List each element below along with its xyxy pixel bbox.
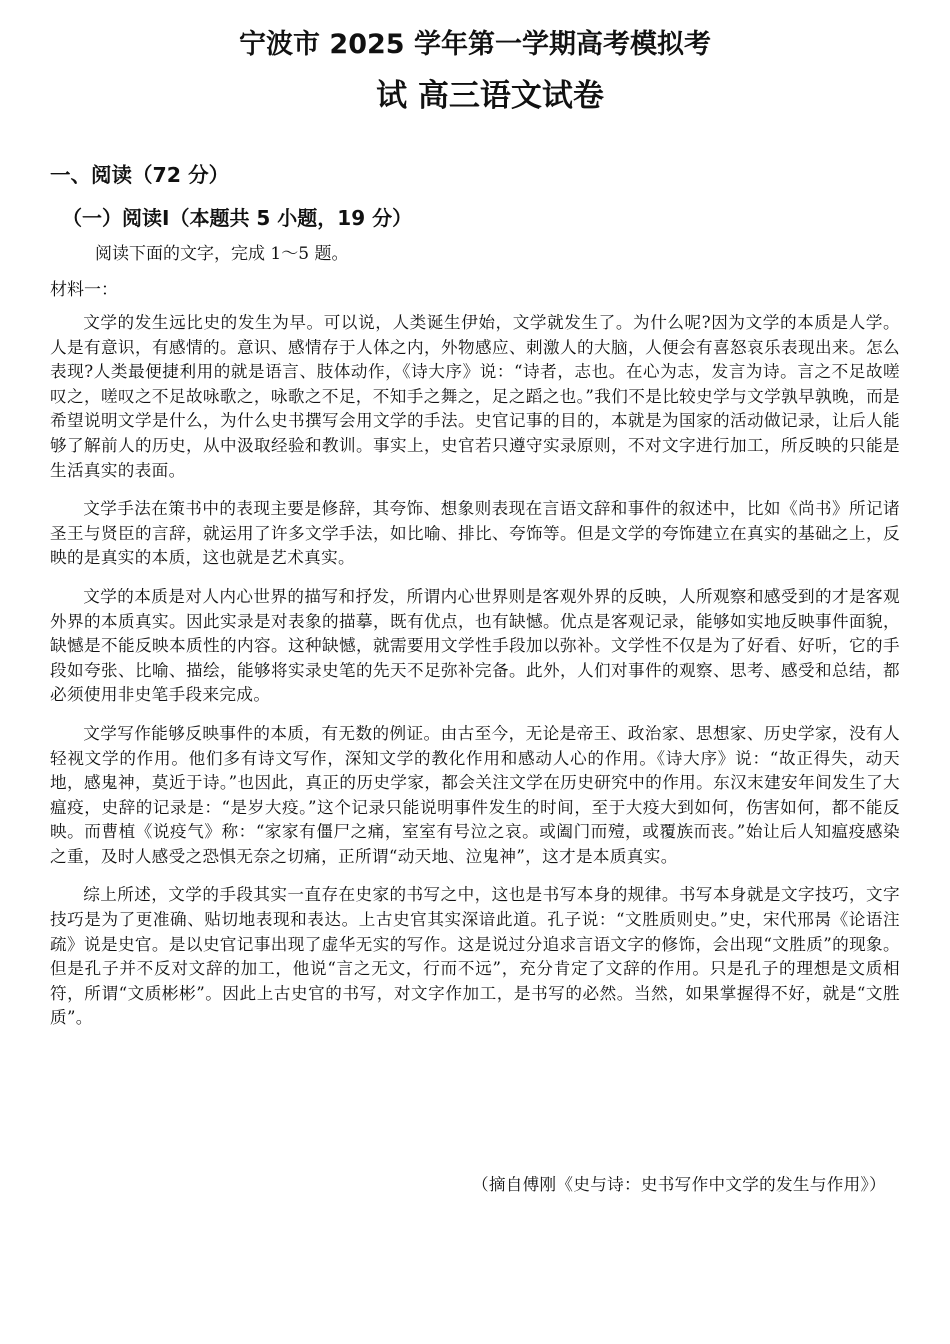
reading-instruction: 阅读下面的文字，完成 1～5 题。 bbox=[95, 244, 349, 264]
source-citation: （摘自傅刚《史与诗：史书写作中文学的发生与作用》） bbox=[471, 1175, 886, 1194]
subsection-heading: （一）阅读Ⅰ（本题共 5 小题，19 分） bbox=[62, 206, 413, 230]
paragraph-3: 文学的本质是对人内心世界的描写和抒发，所谓内心世界则是客观外界的反映，人所观察和感受到的才是客观外界的本质真实。因此实录是对表象的描摹，既有优点，也有缺憾。优点是客观记录，能够如实地反映事件面貌，缺憾是不能反映本质性的内容。这种缺憾，就需要用文学性手段加以弥补。文学性不仅是为了好看、好听，它的手段如夸张、比喻、描绘，能够将实录史笔的先天不足弥补完备。此外，人们对事件的观察、思考、感受和总结，都必须使用非史笔手段来完成。 bbox=[50, 586, 900, 705]
paragraph-4: 文学写作能够反映事件的本质，有无数的例证。由古至今，无论是帝王、政治家、思想家、历史学家，没有人轻视文学的作用。他们多有诗文写作，深知文学的教化作用和感动人心的作用。《诗大序》说：“故正得失，动天地，感鬼神，莫近于诗。”也因此，真正的历史学家，都会关注文学在历史研究中的作用。东汉末建安年间发生了大瘟疫，史辞的记录是：“是岁大疫。”这个记录只能说明事件发生的时间，至于大疫大到如何，伤害如何，都不能反映。而曹植《说疫气》称：“家家有僵尸之痛，室室有号泣之哀。或阖门而殪，或覆族而丧。”始让后人知瘟疫感染之重，及时人感受之恐惧无奈之切痛，正所谓“动天地、泣鬼神”，这才是本质真实。 bbox=[50, 723, 900, 866]
paragraph-5: 综上所述，文学的手段其实一直存在史家的书写之中，这也是书写本身的规律。书写本身就是文字技巧，文字技巧是为了更准确、贴切地表现和表达。上古史官其实深谙此道。孔子说：“文胜质则史。”史，宋代邢昺《论语注疏》说是史官。是以史官记事出现了虚华无实的写作。这是说过分追求言语文字的修饰，会出现“文胜质”的现象。但是孔子并不反对文辞的加工，他说“言之无文，行而不远”，充分肯定了文辞的作用。只是孔子的理想是文质相符，所谓“文质彬彬”。因此上古史官的书写，对文字作加工，是书写的必然。当然，如果掌握得不好，就是“文胜质”。 bbox=[50, 885, 900, 1028]
section-heading: 一、阅读（72 分） bbox=[50, 163, 230, 187]
paragraph-1: 文学的发生远比史的发生为早。可以说，人类诞生伊始，文学就发生了。为什么呢?因为文学的本质是人学。人是有意识，有感情的。意识、感情存于人体之内，外物感应、刺激人的大脑，人便会有喜怒哀乐表现出来。怎么表现?人类最便捷利用的就是语言、肢体动作，《诗大序》说：“诗者，志也。在心为志，发言为诗。言之不足故嗟叹之，嗟叹之不足故咏歌之，咏歌之不足，不知手之舞之，足之蹈之也。”我们不是比较史学与文学孰早孰晚，而是希望说明文学是什么，为什么史书撰写会用文学的手法。史官记事的目的，本就是为国家的活动做记录，让后人能够了解前人的历史，从中汲取经验和教训。事实上，史官若只遵守实录原则，不对文字进行加工，所反映的只能是生活真实的表面。 bbox=[50, 313, 900, 480]
exam-title-line2: 试 高三语文试卷 bbox=[376, 78, 604, 114]
material-body bbox=[50, 311, 900, 1045]
material-label: 材料一： bbox=[50, 280, 118, 300]
exam-title-line1: 宁波市 2025 学年第一学期高考模拟考 bbox=[239, 29, 711, 60]
paragraph-2: 文学手法在策书中的表现主要是修辞，其夸饰、想象则表现在言语文辞和事件的叙述中，比如《尚书》所记诸圣王与贤臣的言辞，就运用了许多文学手法，如比喻、排比、夸饰等。但是文学的夸饰建立在真实的基础之上，反映的是真实的本质，这也就是艺术真实。 bbox=[50, 499, 900, 568]
